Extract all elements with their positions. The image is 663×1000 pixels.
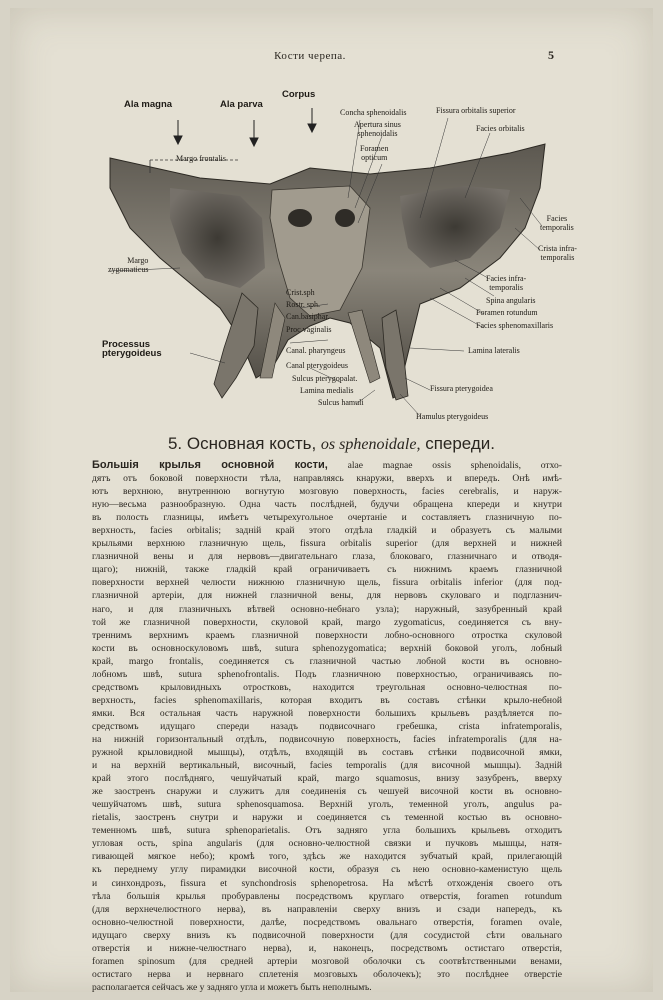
text-line: средствомъ крыловидныхъ отростковъ, находится треугольная основно-челюстная по- xyxy=(92,681,562,693)
text-line: гивающей мягкое небо); кромѣ того, здѣсь же находится зубчатый край, прилегающій xyxy=(92,851,562,863)
text-line: остистаго нерва и нервнаго сплетенія мозговыхъ оболочекъ); это послѣднее отверстіе xyxy=(92,968,562,980)
text-line: щаго); нижній, также гладкій край ограничиваетъ съ нижнимъ краемъ глазничной xyxy=(92,564,562,576)
label-corpus: Corpus xyxy=(282,89,316,100)
text-line: ямки. Вся остальная часть наружной поверхности большихъ крыльевъ раздѣляется по- xyxy=(92,707,562,719)
text-line: глазничной артеріи, для нижней глазничной вены, для нервовъ скуловаго и подглазнич- xyxy=(92,590,562,602)
text-line: располагается сейчасъ же у задняго угла и можетъ быть неполнымъ. xyxy=(92,981,372,993)
page-number: 5 xyxy=(548,48,554,62)
label-canal-pharyngeus: Canal. pharyngeus xyxy=(286,346,346,355)
text-line: теменномъ швѣ, sutura sphenoparietalis. Отъ задняго угла большихъ крыльевъ отходитъ xyxy=(92,825,562,837)
figure-caption: 5. Основная кость, os sphenoidale, спереди. xyxy=(167,434,496,453)
text-line: отверстія и нижне-челюстнаго нерва), и, наконецъ, посредствомъ остистаго отверстія, xyxy=(92,942,562,954)
sinus-aperture-right xyxy=(335,209,355,227)
section-heading: Большія крылья основной кости, xyxy=(92,459,328,471)
sphenoid-illustration xyxy=(10,78,653,428)
label-facies-temporalis: Facies temporalis xyxy=(540,214,574,232)
label-lamina-lateralis: Lamina lateralis xyxy=(468,346,520,355)
label-proc-vaginalis: Proc vaginalis xyxy=(286,325,332,334)
label-apertura: Apertura sinus sphenoidalis xyxy=(354,120,401,138)
text-line: угловая ость, spina angularis (для основно-челюстной связки и пучковъ мышцы, натя- xyxy=(92,838,562,850)
text-line: треннимъ верхнимъ краемъ глазничной поверхности лобно-основного отростка скуловой xyxy=(92,629,562,641)
text-line: и на верхній вертикальный, височный, facies temporalis (для височной мышцы). Задній xyxy=(92,760,562,772)
text-line: наго, и для глазничныхъ вѣтвей основно-небнаго узла); наружный, зазубренный край xyxy=(92,603,562,615)
text-line: же заостренъ снаружи и служитъ для соединенія съ чешуей височной кости въ основно- xyxy=(92,786,562,798)
text-line: основно-челюстной поверхности, далѣе, посредствомъ овальнаго отверстія, foramen ovale, xyxy=(92,916,562,928)
text-line: Большія крылья основной кости, alae magnae ossis sphenoidalis, отхо- xyxy=(92,459,562,471)
text-line: верхность, facies sphenomaxillaris, которая входитъ въ составъ стѣнки крыло-небной xyxy=(92,694,562,706)
label-foramen-rotundum: Foramen rotundum xyxy=(476,308,538,317)
text-line: ружной крыловидной мышцы), отдѣлъ, входящій въ составъ стѣнки подвисочной ямки, xyxy=(92,747,562,759)
text-line: въ полость глазницы, имѣетъ четырехугольное очертаніе и составляетъ глазничную по- xyxy=(92,512,562,524)
label-foramen-opticum: Foramen opticum xyxy=(360,144,389,162)
label-concha: Concha sphenoidalis xyxy=(340,108,407,117)
text-line: и синхондрозъ, fissura et synchondrosis sphenopetrosa. На мѣстѣ отхожденія своего отъ xyxy=(92,877,562,889)
label-lamina-medialis: Lamina medialis xyxy=(300,386,354,395)
label-sulcus-pterygopalat: Sulcus pterygopalat. xyxy=(292,374,358,383)
text-line: ютъ верхнюю, внутреннюю вогнутую мозговую поверхность, facies cerebralis, и наруж- xyxy=(92,486,562,498)
label-processus-pterygoideus: Processus pterygoideus xyxy=(102,339,162,359)
label-canal-pterygoideus: Canal pterygoideus xyxy=(286,361,348,370)
book-page xyxy=(10,8,653,992)
running-head: Кости черепа. xyxy=(274,50,346,62)
label-can-basiphar: Can.basiphar. xyxy=(286,312,330,321)
text-line: верхность, facies orbitalis; задній край этого отдѣла гладкій и образуетъ съ малыми xyxy=(92,525,562,537)
label-margo-zygomaticus: Margo zygomaticus xyxy=(108,256,149,274)
text-line: идущаго сверху внизъ къ подвисочной поверхности (для сосудистой сѣти овальнаго xyxy=(92,929,562,941)
text-line: кости въ основноскуловомъ швѣ, sutura sphenozygomatica; верхній боковой уголъ, лобный xyxy=(92,642,562,654)
text-line: средствомъ идущаго спереди назадъ подвисочнаго гребешка, crista infratemporalis, xyxy=(92,720,562,732)
text-line: крыльями верхнюю глазничную щель, fissura orbitalis superior (для верхней и нижней xyxy=(92,538,562,550)
text-line: глазничной вены и для нервовъ—двигательнаго глаза, блоковаго, глазничнаго и отводя- xyxy=(92,551,562,563)
text-line: лобномъ швѣ, sutura sphenofrontalis. Подъ глазничною поверхностью, ограничиваясь по- xyxy=(92,668,562,680)
text-line: дятъ отъ боковой поверхности тѣла, направляясь кнаружи, вверхъ и впередъ. Онѣ имѣ- xyxy=(92,473,562,485)
label-ala-magna: Ala magna xyxy=(124,99,173,110)
text-line: край этого послѣдняго, чешуйчатый край, margo squamosus, внизу зазубренъ, вверху xyxy=(92,773,562,785)
sinus-aperture-left xyxy=(288,209,312,227)
text-line: rietalis, заостренъ снутри и наружи и соединяется съ теменной костью въ основно- xyxy=(92,812,562,824)
label-fissura-orbitalis-superior: Fissura orbitalis superior xyxy=(436,106,516,115)
label-facies-orbitalis: Facies orbitalis xyxy=(476,124,525,133)
text-line: той же глазничной поверхности, скуловой край, margo zygomaticus, соединяется съ вну- xyxy=(92,616,562,628)
label-rostr-sph: Rostr. sph. xyxy=(286,300,321,309)
label-hamulus-pterygoideus: Hamulus pterygoideus xyxy=(416,412,489,421)
label-spina-angularis: Spina angularis xyxy=(486,296,536,305)
text-line: на нижній горизонтальный отдѣлъ, подвисочную поверхность, facies infratemporalis (для на- xyxy=(92,733,562,745)
text-line: чешуйчатомъ швѣ, sutura sphenosquamosa. Верхній уголъ, теменной уголъ, angulus pa- xyxy=(92,799,562,811)
text-line: тѣла большія крылья пробуравлены посредствомъ круглаго отверстія, foramen rotundum xyxy=(92,890,562,902)
text-line: foramen spinosum (для средней артеріи мозговой оболочки съ соотвѣтственными венами, xyxy=(92,955,562,967)
text-line: ную—весьма разнообразную. Одна часть послѣдней, будучи обращена кпереди и кнутри xyxy=(92,499,562,511)
text-line: край, margo frontalis, соединяется съ глазничной частью лобной кости въ основно- xyxy=(92,655,562,667)
label-fissura-pterygoidea: Fissura pterygoidea xyxy=(430,384,493,393)
text-line: къ переднему углу пирамидки височной кости, образуя съ нею основно-каменистую щель xyxy=(92,864,562,876)
label-margo-frontalis: Margo frontalis xyxy=(176,154,226,163)
label-facies-sphenomaxillaris: Facies sphenomaxillaris xyxy=(476,321,554,330)
body-paragraph xyxy=(92,459,562,994)
label-crist-sph: Crist.sph xyxy=(286,288,315,297)
text-line: поверхности верхней челюсти нижнюю глазничную щель, fissura orbitalis inferior (для под- xyxy=(92,577,562,589)
label-ala-parva: Ala parva xyxy=(220,99,263,110)
text-line: (для верхнечелюстного нерва), въ направленіи сверху внизъ и сзади напередъ, къ xyxy=(92,903,562,915)
label-sulcus-hamuli: Sulcus hamuli xyxy=(318,398,364,407)
label-crista-infratemporalis: Crista infra- temporalis xyxy=(538,244,577,262)
label-facies-infratemporalis: Facies infra- temporalis xyxy=(486,274,527,292)
